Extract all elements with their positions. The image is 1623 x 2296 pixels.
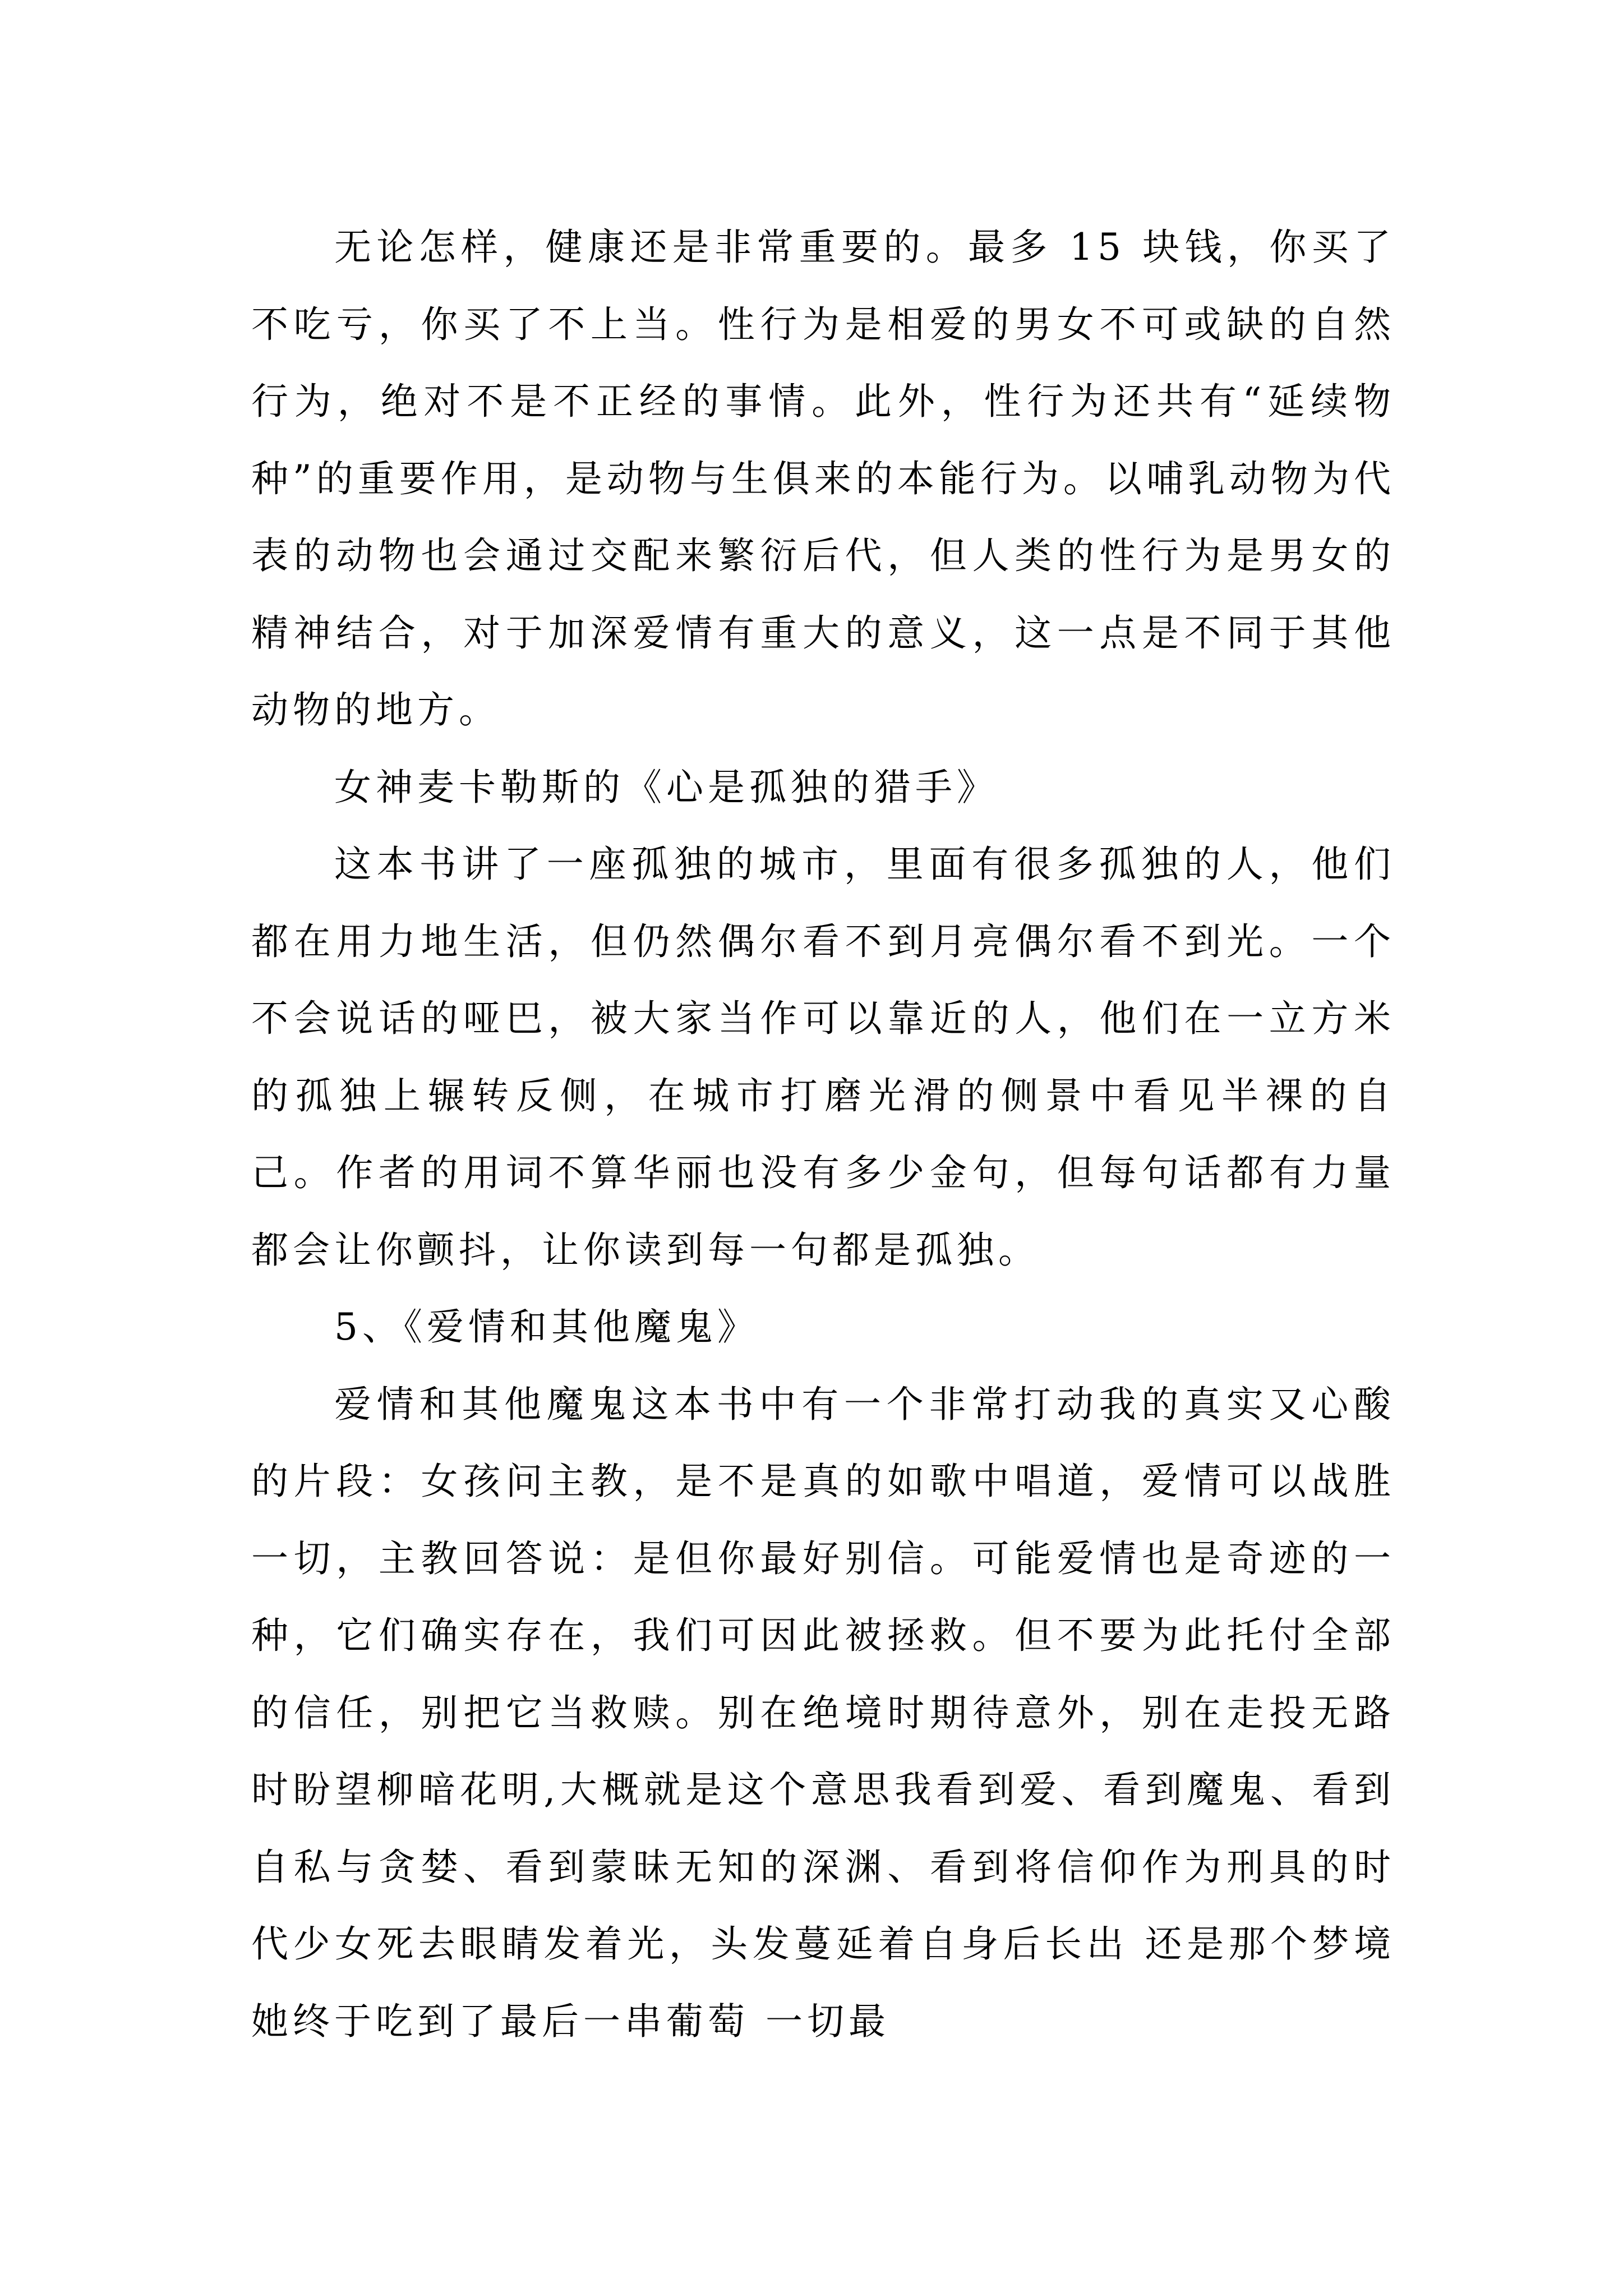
- book-heading-love-and-demons: 5、《爱情和其他魔鬼》: [334, 1305, 759, 1349]
- paragraph-love-and-demons: 爱情和其他魔鬼这本书中有一个非常打动我的真实又心酸的片段：女孩问主教，是不是真的如歌中唱道，爱情可以战胜一切，主教回答说：是但你最好别信。可能爱情也是奇迹的一种，它们确实存在，我们可因此被拯救。但不要为此托付全部的信任，别把它当救赎。别在绝境时期待意外，别在走投无路时盼望柳暗花明,大概就是这个意思我看到爱、看到魔鬼、看到自私与贪婪、看到蒙昧无知的深渊、看到将信仰作为刑具的时代少女死去眼睛发着光，头发蔓延着自身后长出 还是那个梦境 她终于吃到了最后一串葡萄 一切最: [251, 1382, 1395, 2043]
- book-heading-lonely-hunter: 女神麦卡勒斯的《心是孤独的猎手》: [334, 765, 998, 809]
- document-body: [251, 209, 1395, 2060]
- paragraph-lonely-hunter: 这本书讲了一座孤独的城市，里面有很多孤独的人，他们都在用力地生活，但仍然偶尔看不到月亮偶尔看不到光。一个不会说话的哑巴，被大家当作可以靠近的人，他们在一立方米的孤独上辗转反侧，在城市打磨光滑的侧景中看见半裸的自己。作者的用词不算华丽也没有多少金句，但每句话都有力量都会让你颤抖，让你读到每一句都是孤独。: [251, 843, 1395, 1272]
- paragraph-health: 无论怎样，健康还是非常重要的。最多 15 块钱，你买了不吃亏，你买了不上当。性行为是相爱的男女不可或缺的自然行为，绝对不是不正经的事情。此外，性行为还共有“延续物种”的重要作用，是动物与生俱来的本能行为。以哺乳动物为代表的动物也会通过交配来繁衍后代，但人类的性行为是男女的精神结合，对于加深爱情有重大的意义，这一点是不同于其他动物的地方。: [251, 226, 1395, 731]
